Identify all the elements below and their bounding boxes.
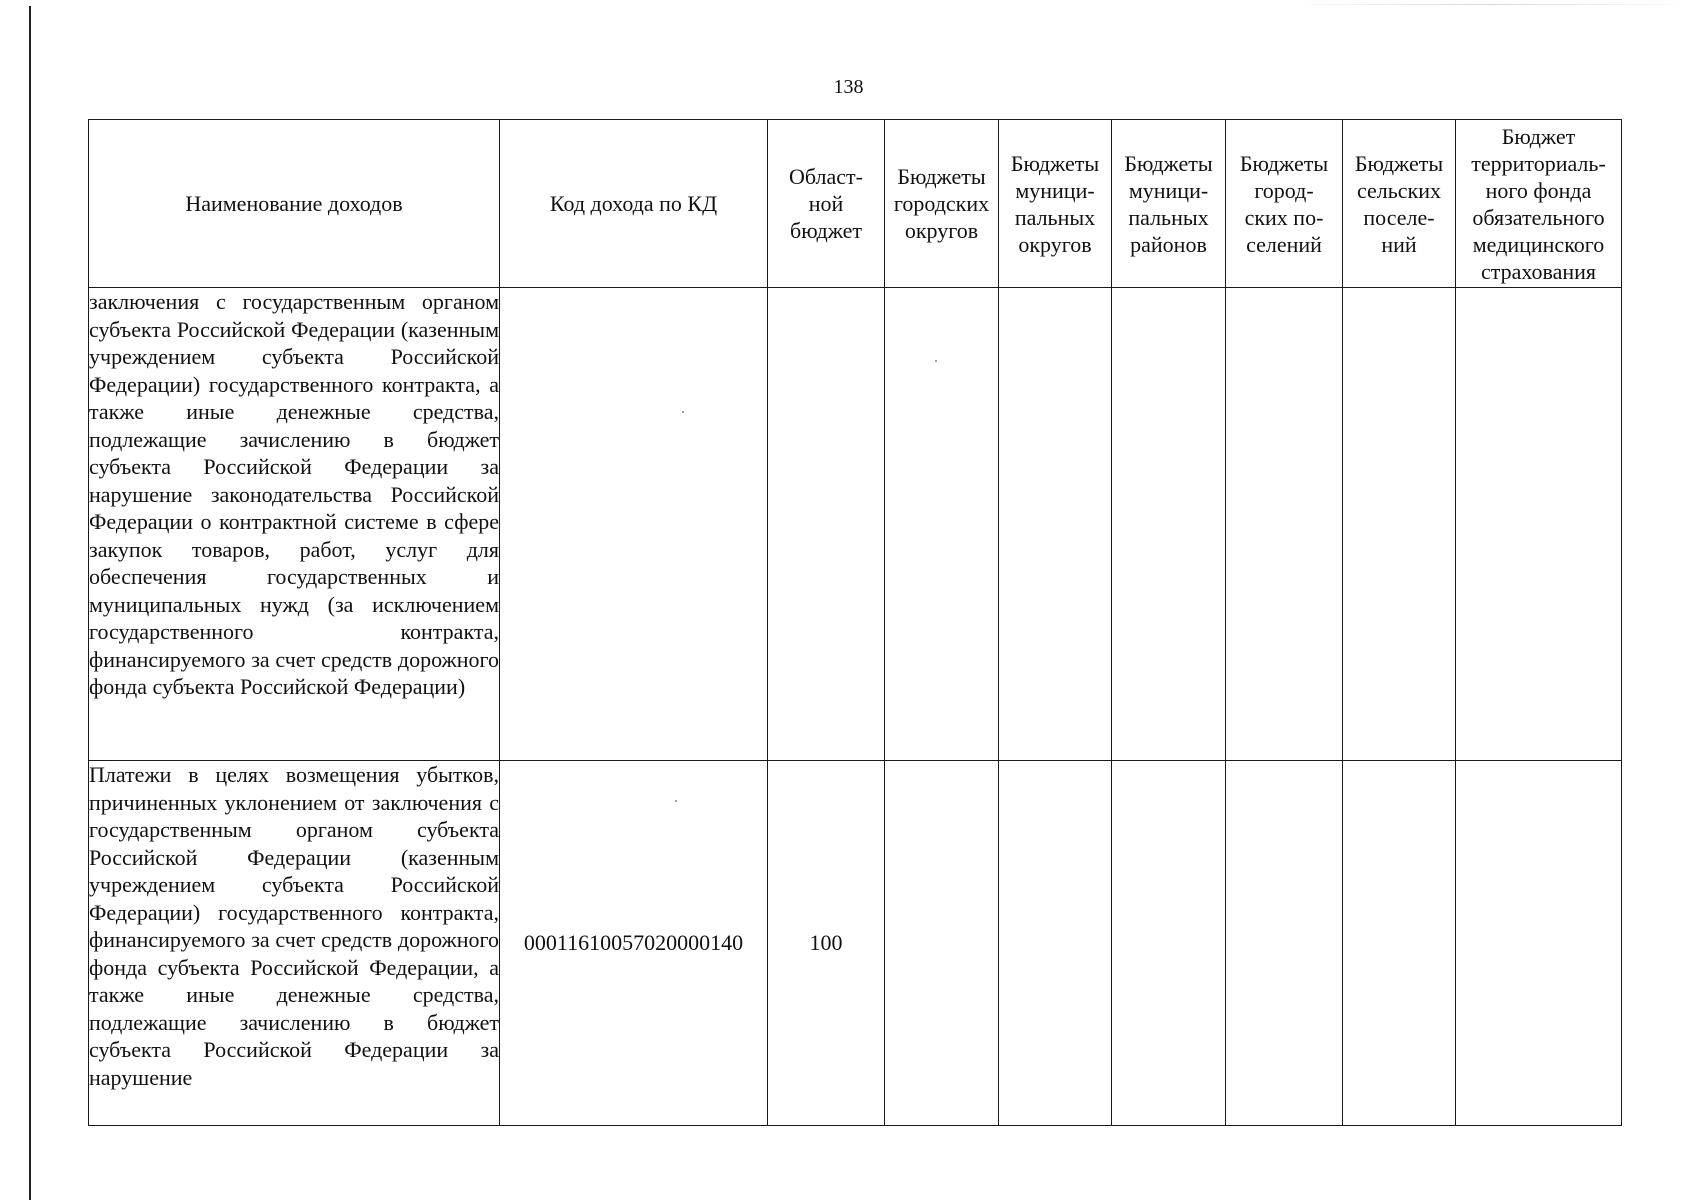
urban-settlements-cell — [1226, 288, 1343, 761]
table-row — [89, 288, 1622, 761]
header-medical-insurance-fund-budget: Бюджет территориаль- ного фонда обязательного медицинского страхования — [1456, 120, 1622, 288]
revenue-table — [88, 119, 1622, 1126]
revenue-name-cell: заключения с государственным органом субъекта Российской Федерации (казенным учреждением субъекта Российской Федерации) государственного контракта, а также иные денежные средства, подлежащие зачислению в бюджет субъекта Российской Федерации за нарушение законодательства Российской Федерации о контрактной системе в сфере закупок товаров, работ, услуг для обеспечения государственных и муниципальных нужд (за исключением государственного контракта, финансируемого за счет средств дорожного фонда субъекта Российской Федерации) — [89, 288, 500, 761]
header-revenue-name: Наименование доходов — [89, 120, 500, 288]
header-regional-budget: Област- ной бюджет — [768, 120, 885, 288]
city-districts-cell — [885, 288, 999, 761]
regional-budget-cell — [768, 288, 885, 761]
revenue-code-cell: 00011610057020000140 — [500, 761, 768, 1126]
page-number: 138 — [833, 76, 864, 98]
municipal-okrugs-cell — [999, 761, 1112, 1126]
medical-insurance-fund-cell — [1456, 761, 1622, 1126]
table-row — [89, 761, 1622, 1126]
header-city-districts-budgets: Бюджеты городских округов — [885, 120, 999, 288]
header-urban-settlements-budgets: Бюджеты город- ских по- селений — [1226, 120, 1343, 288]
revenue-name-cell: Платежи в целях возмещения убытков, причиненных уклонением от заключения с государственным органом субъекта Российской Федерации (казенным учреждением субъекта Российской Федерации) государственного контракта, финансируемого за счет средств дорожного фонда субъекта Российской Федерации, а также иные денежные средства, подлежащие зачислению в бюджет субъекта Российской Федерации за нарушение — [89, 761, 500, 1126]
scan-speck — [675, 800, 677, 802]
header-revenue-code: Код дохода по КД — [500, 120, 768, 288]
regional-budget-cell: 100 — [768, 761, 885, 1126]
scan-speck — [682, 411, 684, 413]
municipal-okrugs-cell — [999, 288, 1112, 761]
scan-speck — [935, 360, 937, 362]
revenue-code-cell — [500, 288, 768, 761]
rural-settlements-cell — [1343, 288, 1456, 761]
rural-settlements-cell — [1343, 761, 1456, 1126]
urban-settlements-cell — [1226, 761, 1343, 1126]
municipal-districts-cell — [1112, 288, 1226, 761]
city-districts-cell — [885, 761, 999, 1126]
medical-insurance-fund-cell — [1456, 288, 1622, 761]
header-municipal-okrugs-budgets: Бюджеты муници- пальных округов — [999, 120, 1112, 288]
header-rural-settlements-budgets: Бюджеты сельских поселе- ний — [1343, 120, 1456, 288]
municipal-districts-cell — [1112, 761, 1226, 1126]
header-municipal-districts-budgets: Бюджеты муници- пальных районов — [1112, 120, 1226, 288]
binding-edge-line — [29, 6, 31, 1200]
scan-artifact — [1290, 4, 1690, 5]
table-header-row — [89, 120, 1622, 288]
